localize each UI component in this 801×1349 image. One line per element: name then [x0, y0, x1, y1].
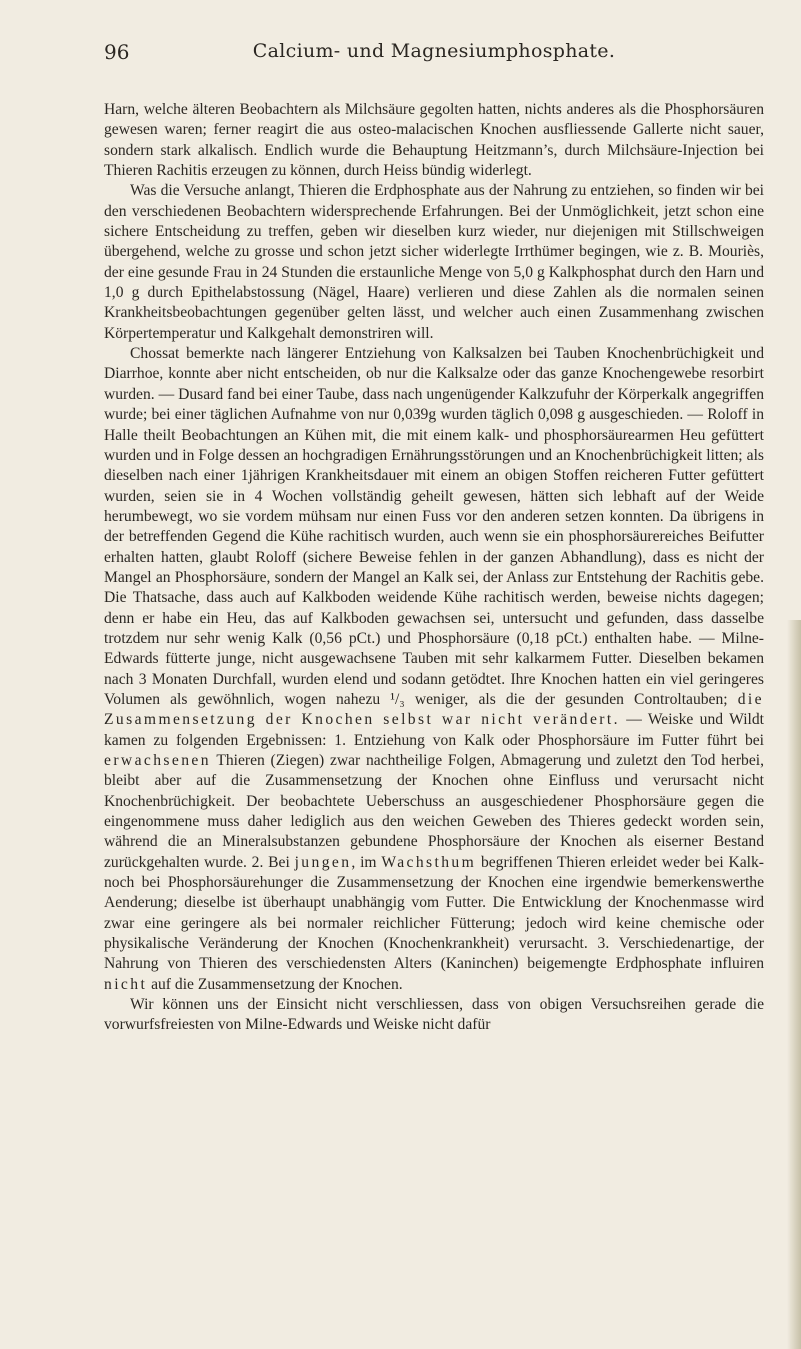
paragraph-4	[104, 995, 764, 1036]
paragraph-3	[104, 344, 764, 995]
paragraph-text: — Weiske und Wildt kamen zu folgenden Ergebnissen: 1. Entziehung von Kalk oder Phosphorsäure im Futter führt bei	[104, 711, 764, 749]
paragraph-text: auf die Zusammensetzung der Knochen.	[147, 975, 403, 993]
spaced-emphasis: jungen	[294, 853, 352, 871]
paragraph-text: Harn, welche älteren Beobachtern als Milchsäure gegolten hatten, nichts anderes als die Phosphorsäuren gewesen waren; ferner reagirt die aus osteo-malacischen Knochen ausfliessende Gallerte nicht sauer, sondern stark alkalisch. Endlich wurde die Behauptung Heitzmann’s, durch Milchsäure-Injection bei Thieren Rachitis erzeugen zu können, durch Heiss bündig widerlegt.	[104, 101, 764, 180]
spaced-emphasis: nicht	[104, 975, 148, 993]
spaced-emphasis: erwachsenen	[104, 752, 211, 769]
paragraph-2	[104, 181, 764, 344]
paragraph-text: Chossat bemerkte nach längerer Entziehung von Kalksalzen bei Tauben Knochenbrüchigkeit und Diarrhoe, konnte aber nicht entscheiden, ob nur die Kalksalze oder das ganze Knochengewebe resorbirt wurden. — Dusard fand bei einer Taube, dass nach ungenügender Kalkzufuhr der Körperkalk angegriffen wurde; bei einer täglichen Aufnahme von nur 0,039g wurden täglich 0,098 g ausgeschieden. — Roloff in Halle theilt Beobachtungen an Kühen mit, die mit einem kalk- und phosphorsäurearmen Heu gefüttert wurden und in Folge dessen an hochgradigen Ernährungsstörungen und an Knochenbrüchigkeit litten; als dieselben nach einer 1jährigen Krankheitsdauer mit einem an obigen Stoffen reicheren Futter gefüttert wurden, seien sie in 4 Wochen vollständig geheilt gewesen, hätten sich lebhaft auf der Weide herumbewegt, wo sie vordem mühsam nur einen Fuss vor den anderen setzen konnten. Da übrigens in der betreffenden Gegend die Kühe rachitisch wurden, auch wenn sie ein phosphorsäurereiches Beifutter erhalten hatten, glaubt Roloff (sichere Beweise fehlen in der ganzen Abhandlung), dass es nicht der Mangel an Phosphorsäure, sondern der Mangel an Kalk sei, der Anlass zur Entstehung der Rachitis gebe. Die Thatsache, dass auch auf Kalkboden weidende Kühe rachitisch werden, beweise nichts dagegen; denn er habe ein Heu, das auf Kalkboden gewachsen sei, untersucht und gefunden, dass dasselbe trotzdem nur sehr wenig Kalk (0,56 pCt.) und Phosphorsäure (0,18 pCt.) enthalten habe. — Milne-Edwards fütterte junge, nicht ausgewachsene Tauben mit sehr kalkarmem Futter. Dieselben bekamen nach 3 Monaten Durchfall, wurden elend und sodann getödtet. Ihre Knochen hatten ein viel geringeres Volumen als gewöhnlich, wogen nahezu ¹/₃ weniger, als die der gesunden Controltauben;	[104, 345, 764, 708]
paragraph-1	[104, 100, 764, 181]
page-number: 96	[104, 40, 130, 64]
body-text	[104, 100, 764, 1036]
page-edge-shadow	[787, 620, 801, 1349]
paragraph-text: Wir können uns der Einsicht nicht verschliessen, dass von obigen Versuchsreihen gerade die vorwurfsfreiesten von Milne-Edwards und Weiske nicht dafür	[104, 996, 764, 1034]
page-header	[104, 40, 764, 66]
paragraph-text: begriffenen Thieren erleidet weder bei Kalk- noch bei Phosphorsäurehunger die Zusammensetzung der Knochen eine irgendwie bemerkenswerthe Aenderung; dieselbe ist überhaupt unabhängig vom Futter. Die Entwicklung der Knochenmasse wird zwar eine geringere als bei normaler reichlicher Fütterung; jedoch wird keine chemische oder physikalische Veränderung der Knochen (Knochenkrankheit) verursacht. 3. Verschiedenartige, der Nahrung von Thieren des verschiedensten Alters (Kaninchen) beigemengte Erdphosphate influiren	[104, 853, 764, 973]
paragraph-text: , im	[351, 853, 382, 871]
running-title: Calcium- und Magnesiumphosphate.	[252, 40, 616, 62]
spaced-emphasis: Wachsthum	[381, 853, 477, 871]
spaced-emphasis: die Zusammensetzung der Knochen selbst war nicht verändert.	[104, 690, 764, 729]
paragraph-text: Thieren (Ziegen) zwar nachtheilige Folgen, Abmagerung und zuletzt den Tod herbei, bleibt aber auf die Zusammensetzung der Knochen ohne Einfluss und verursacht nicht Knochenbrüchigkeit. Der beobachtete Ueberschuss an ausgeschiedener Phosphorsäure gegen die eingenommene muss daher lediglich aus den weichen Geweben des Thieres gedeckt worden sein, während die an Mineralsubstanzen gebundene Phosphorsäure der Knochen als eiserner Bestand zurückgehalten wurde. 2. Bei	[104, 752, 764, 871]
paragraph-text: Was die Versuche anlangt, Thieren die Erdphosphate aus der Nahrung zu entziehen, so finden wir bei den verschiedenen Beobachtern widersprechende Erfahrungen. Bei der Unmöglichkeit, jetzt schon eine sichere Entscheidung zu treffen, geben wir dieselben kurz wieder, nur diejenigen mit Stillschweigen übergehend, welche zu grosse und schon jetzt sicher widerlegte Irrthümer begingen, wie z. B. Mouriès, der eine gesunde Frau in 24 Stunden die erstaunliche Menge von 5,0 g Kalkphosphat durch den Harn und 1,0 g durch Epithelabstossung (Nägel, Haare) verlieren und diese Zahlen als die normalen seinen Krankheitsbeobachtungen gegenüber gelten lässt, und welcher auch einen Zusammenhang zwischen Körpertemperatur und Kalkgehalt demonstriren will.	[104, 182, 764, 342]
